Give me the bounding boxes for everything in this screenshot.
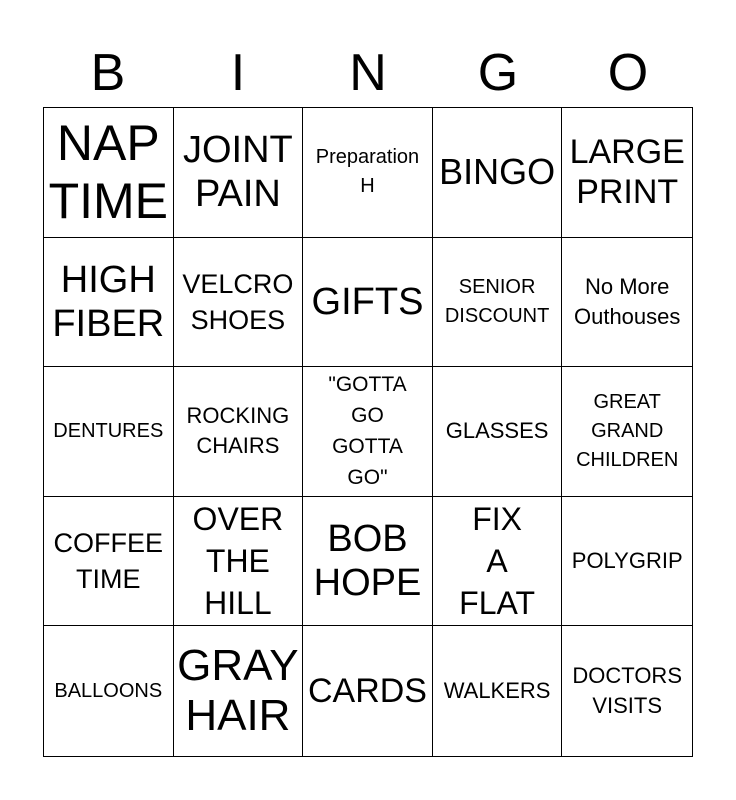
cell-text: BALLOONS bbox=[54, 679, 163, 702]
bingo-cell[interactable] bbox=[174, 238, 304, 368]
bingo-cell[interactable] bbox=[174, 367, 304, 497]
bingo-cell[interactable] bbox=[562, 367, 692, 497]
bingo-cell[interactable] bbox=[174, 626, 304, 756]
cell-text: No More Outhouses bbox=[573, 273, 681, 329]
bingo-cell[interactable] bbox=[44, 367, 174, 497]
cell-text: BOB HOPE bbox=[313, 518, 422, 605]
header-letter-o: O bbox=[607, 44, 649, 102]
cell-text: GLASSES bbox=[445, 418, 549, 444]
bingo-cell[interactable] bbox=[562, 626, 692, 756]
cell-text: "GOTTA GO GOTTA GO" bbox=[328, 373, 407, 490]
bingo-cell[interactable] bbox=[303, 367, 433, 497]
bingo-cell[interactable] bbox=[433, 108, 563, 238]
cell-text: GREAT GRAND CHILDREN bbox=[576, 390, 679, 471]
cell-text: JOINT PAIN bbox=[183, 129, 293, 216]
header-letter-n: N bbox=[349, 44, 387, 102]
bingo-cell[interactable] bbox=[562, 497, 692, 627]
cell-text: BINGO bbox=[439, 151, 556, 193]
bingo-cell[interactable] bbox=[303, 626, 433, 756]
bingo-cell[interactable] bbox=[44, 108, 174, 238]
header-letter-b: B bbox=[90, 44, 126, 102]
cell-text: ROCKING CHAIRS bbox=[186, 403, 290, 459]
cell-text: DOCTORS VISITS bbox=[572, 663, 682, 719]
bingo-cell[interactable] bbox=[303, 238, 433, 368]
bingo-cell[interactable] bbox=[303, 497, 433, 627]
header-letter-g: G bbox=[477, 44, 519, 102]
cell-text: LARGE PRINT bbox=[569, 133, 685, 212]
bingo-cell[interactable] bbox=[174, 108, 304, 238]
cell-text: CARDS bbox=[307, 672, 427, 711]
cell-text: VELCRO SHOES bbox=[182, 268, 294, 335]
bingo-cell[interactable] bbox=[174, 497, 304, 627]
bingo-cell[interactable] bbox=[44, 497, 174, 627]
cell-text: NAP TIME bbox=[48, 115, 169, 230]
cell-text: OVER THE HILL bbox=[192, 501, 284, 622]
bingo-cell[interactable] bbox=[433, 367, 563, 497]
bingo-cell[interactable] bbox=[562, 108, 692, 238]
cell-text: DENTURES bbox=[53, 419, 164, 442]
cell-text: HIGH FIBER bbox=[52, 258, 165, 345]
cell-text: GIFTS bbox=[311, 280, 424, 323]
bingo-cell[interactable] bbox=[44, 626, 174, 756]
cell-text: COFFEE TIME bbox=[53, 528, 164, 595]
bingo-cell[interactable] bbox=[433, 238, 563, 368]
cell-text: GRAY HAIR bbox=[177, 641, 299, 741]
bingo-cell[interactable] bbox=[562, 238, 692, 368]
cell-text: Preparation H bbox=[315, 146, 420, 198]
cell-text: SENIOR DISCOUNT bbox=[444, 275, 550, 327]
cell-text: FIX A FLAT bbox=[459, 501, 536, 622]
bingo-board bbox=[43, 107, 693, 757]
bingo-cell[interactable] bbox=[303, 108, 433, 238]
bingo-cell[interactable] bbox=[433, 497, 563, 627]
bingo-header bbox=[43, 40, 693, 106]
cell-text: POLYGRIP bbox=[571, 548, 683, 574]
cell-text: WALKERS bbox=[443, 678, 551, 704]
bingo-cell[interactable] bbox=[433, 626, 563, 756]
bingo-cell[interactable] bbox=[44, 238, 174, 368]
header-letter-i: I bbox=[230, 44, 246, 102]
